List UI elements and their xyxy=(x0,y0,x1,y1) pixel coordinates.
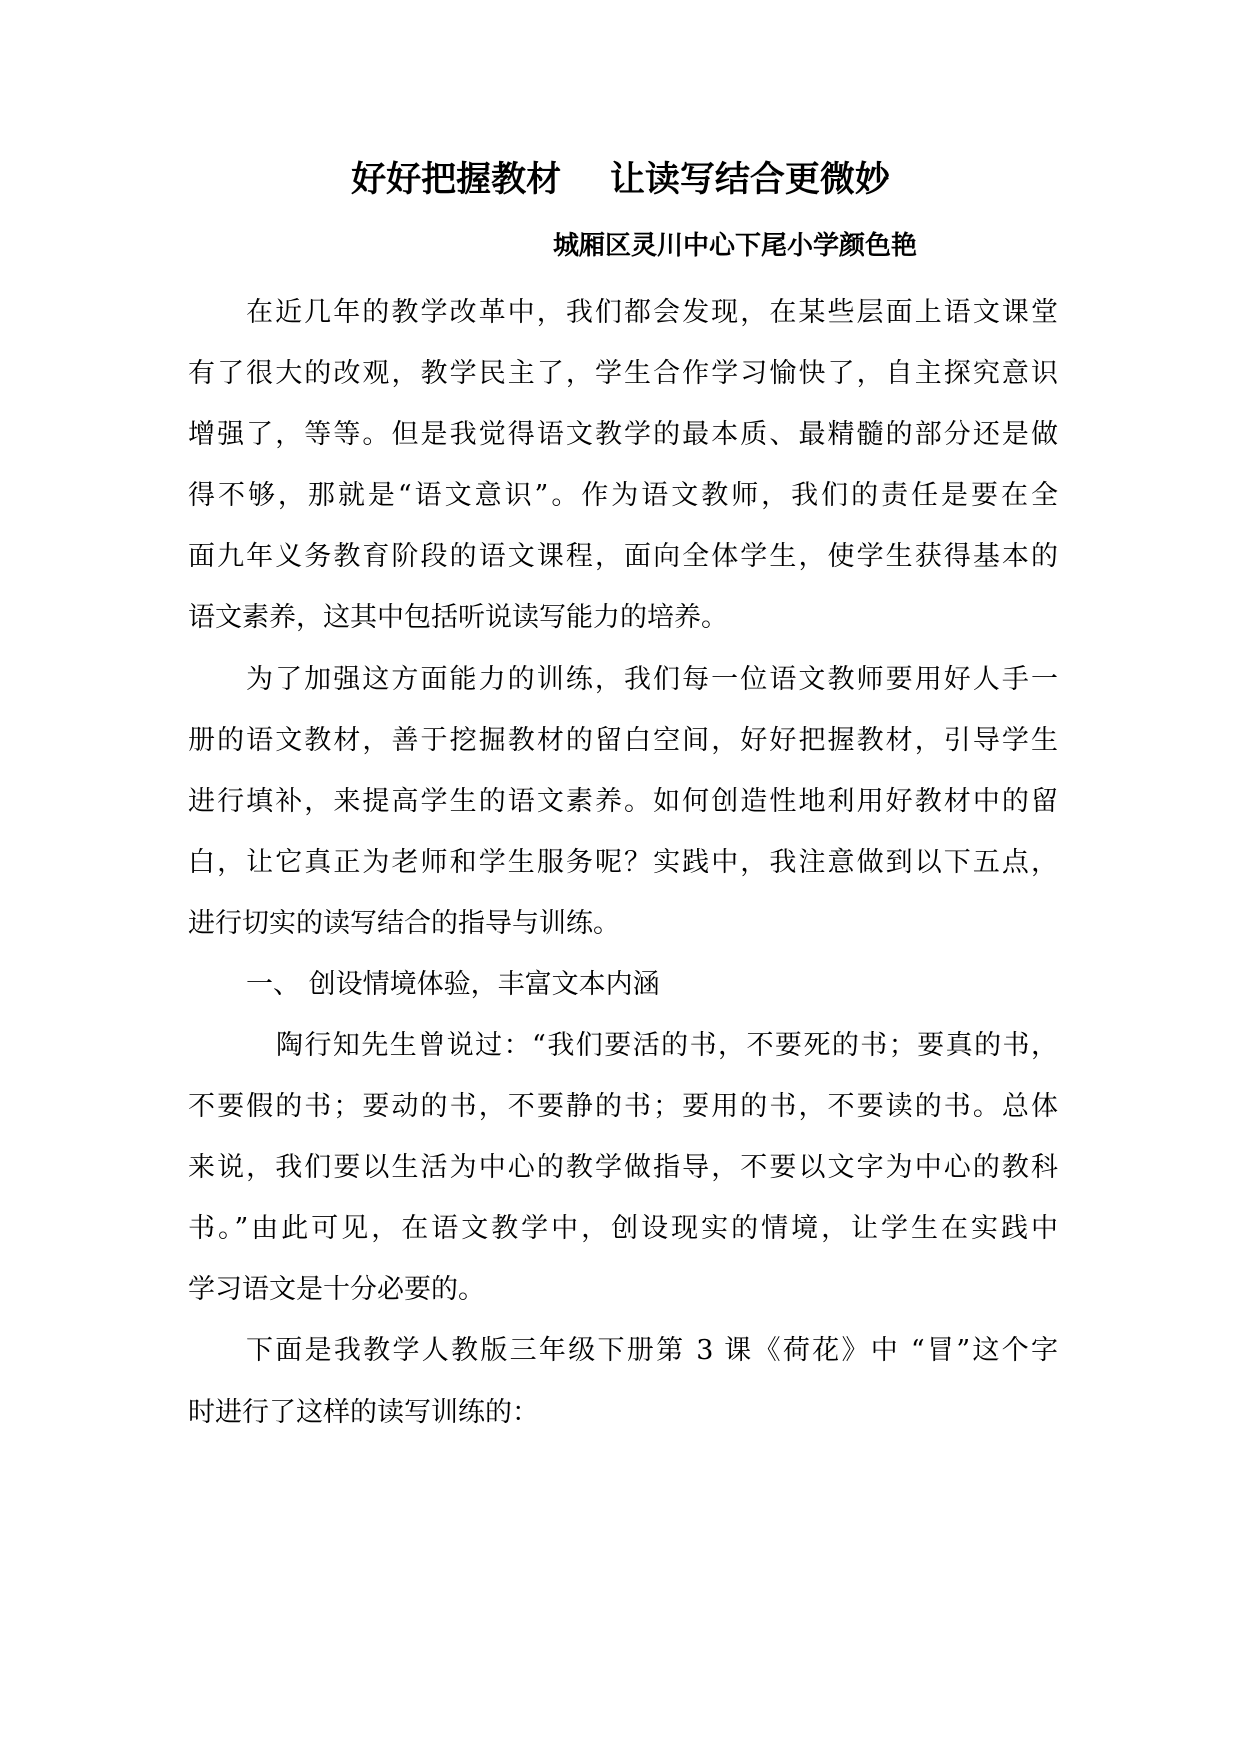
paragraph-1-line-6: 语文素养，这其中包括听说读写能力的培养。 xyxy=(188,602,728,633)
paragraph-3-line-3: 来说，我们要以生活为中心的教学做指导，不要以文字为中心的教科 xyxy=(188,1152,1058,1183)
paragraph-1-line-4: 得不够，那就是“语文意识”。作为语文教师，我们的责任是要在全 xyxy=(188,480,1058,511)
paragraph-1-line-1: 在近几年的教学改革中，我们都会发现，在某些层面上语文课堂 xyxy=(246,297,1058,328)
author-line: 城厢区灵川中心下尾小学颜色艳 xyxy=(553,231,918,261)
paragraph-3-line-4: 书。”由此可见，在语文教学中，创设现实的情境，让学生在实践中 xyxy=(188,1213,1058,1244)
paragraph-1-line-2: 有了很大的改观，教学民主了，学生合作学习愉快了，自主探究意识 xyxy=(188,358,1058,389)
paragraph-2-line-5: 进行切实的读写结合的指导与训练。 xyxy=(188,908,620,939)
paragraph-1-line-3: 增强了，等等。但是我觉得语文教学的最本质、最精髓的部分还是做 xyxy=(188,419,1058,450)
paragraph-3-line-5: 学习语文是十分必要的。 xyxy=(188,1274,485,1305)
paragraph-4-line-2: 时进行了这样的读写训练的： xyxy=(188,1397,539,1428)
section-heading-1: 一、 创设情境体验，丰富文本内涵 xyxy=(246,969,660,1000)
paragraph-3-line-1: 陶行知先生曾说过：“我们要活的书，不要死的书；要真的书， xyxy=(276,1030,1058,1061)
paragraph-2-line-4: 白，让它真正为老师和学生服务呢？实践中，我注意做到以下五点， xyxy=(188,847,1058,878)
paragraph-2-line-1: 为了加强这方面能力的训练，我们每一位语文教师要用好人手一 xyxy=(246,664,1058,695)
document-title: 好好把握教材 让读写结合更微妙 xyxy=(351,160,890,200)
paragraph-1-line-5: 面九年义务教育阶段的语文课程，面向全体学生，使学生获得基本的 xyxy=(188,541,1058,572)
paragraph-3-line-2: 不要假的书；要动的书，不要静的书；要用的书，不要读的书。总体 xyxy=(188,1091,1058,1122)
paragraph-2-line-3: 进行填补，来提高学生的语文素养。如何创造性地利用好教材中的留 xyxy=(188,786,1058,817)
paragraph-4-line-1: 下面是我教学人教版三年级下册第 3 课《荷花》中 “冒”这个字 xyxy=(246,1335,1058,1366)
paragraph-2-line-2: 册的语文教材，善于挖掘教材的留白空间，好好把握教材，引导学生 xyxy=(188,725,1058,756)
